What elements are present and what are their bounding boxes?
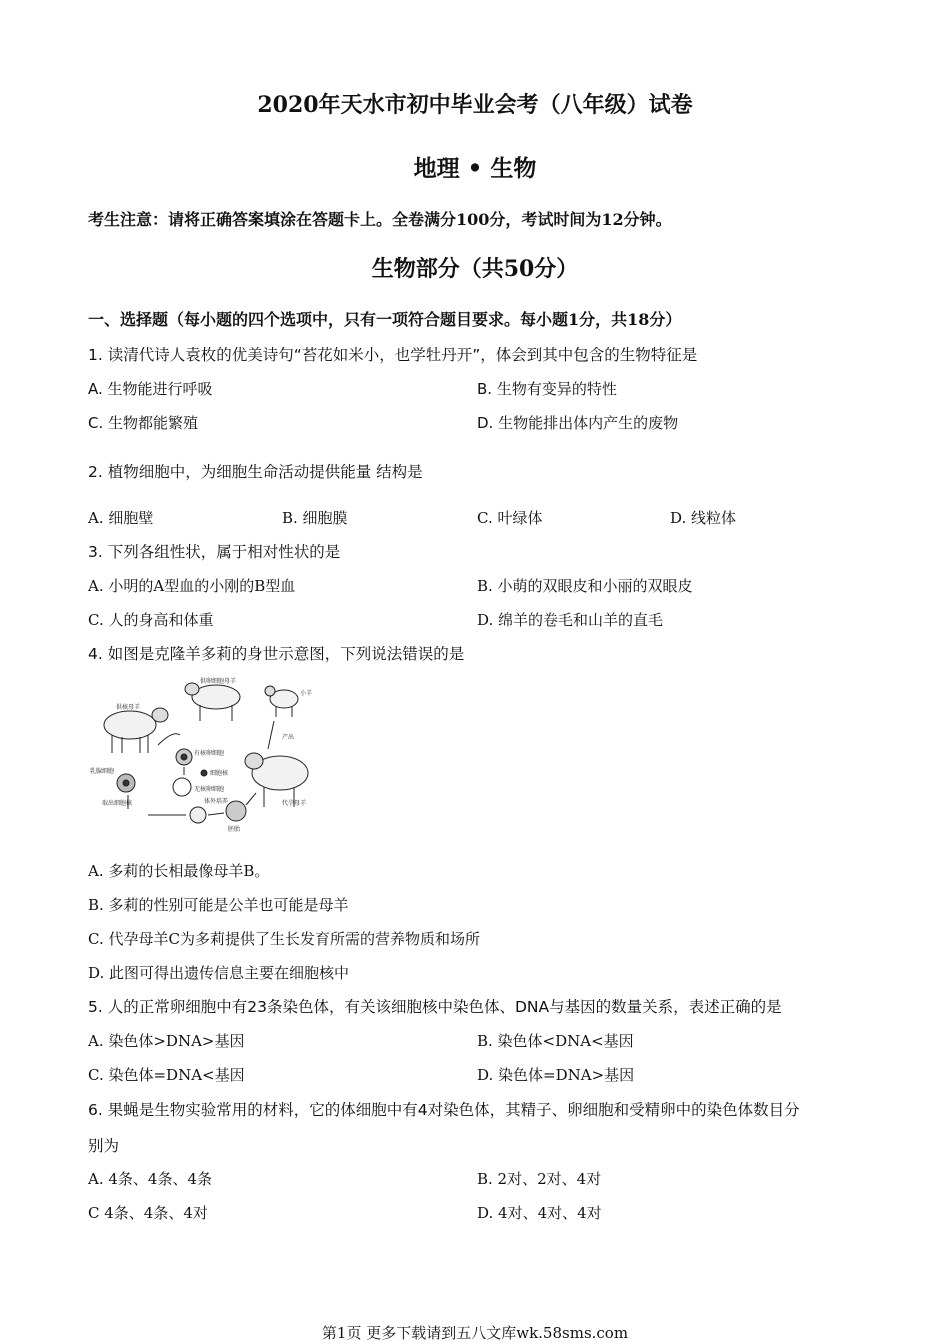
label-enucleated: 无核卵细胞 xyxy=(194,786,225,793)
label-nucleus: 细胞核 xyxy=(210,770,229,777)
dolly-lamb-icon xyxy=(265,686,298,717)
clone-sheep-diagram xyxy=(88,675,318,835)
question-6: 6. 果蝇是生物实验常用的材料，它的体细胞中有4对染色体，其精子、卵细胞和受精卵中的染色体数目分 xyxy=(88,1101,800,1119)
q5-option-a: A. 染色体>DNA>基因 xyxy=(88,1032,245,1050)
page-footer: 第1页 更多下载请到五八文库wk.58sms.com xyxy=(321,1324,629,1342)
q1-option-d: D. 生物能排出体内产生的废物 xyxy=(477,414,679,432)
exam-notice: 考生注意：请将正确答案填涂在答题卡上。全卷满分100分，考试时间为12分钟。 xyxy=(88,210,672,229)
q5-option-b: B. 染色体<DNA<基因 xyxy=(477,1032,634,1050)
q4-option-a: A. 多莉的长相最像母羊B。 xyxy=(88,862,270,880)
question-5: 5. 人的正常卵细胞中有23条染色体，有关该细胞核中染色体、DNA与基因的数量关系，表述正确的是 xyxy=(88,998,782,1016)
label-nucleus-cell: 有核卵细胞 xyxy=(194,750,225,757)
question-3: 3. 下列各组性状，属于相对性状的是 xyxy=(88,543,341,561)
q6-option-d: D. 4对、4对、4对 xyxy=(477,1204,602,1222)
q3-option-d: D. 绵羊的卷毛和山羊的直毛 xyxy=(477,611,664,629)
q4-option-d: D. 此图可得出遗传信息主要在细胞核中 xyxy=(88,964,350,982)
label-birth: 产出 xyxy=(282,734,295,741)
section-title: 生物部分（共50分） xyxy=(371,256,579,282)
q2-option-a: A. 细胞壁 xyxy=(88,509,154,527)
q3-option-a: A. 小明的A型血的小刚的B型血 xyxy=(88,577,296,595)
q1-option-b: B. 生物有变异的特性 xyxy=(477,380,617,398)
donor-sheep-icon xyxy=(104,708,168,753)
q5-option-c: C. 染色体=DNA<基因 xyxy=(88,1066,245,1084)
question-6-continued: 别为 xyxy=(88,1137,120,1155)
question-1: 1. 读清代诗人袁枚的优美诗句“苔花如米小，也学牡丹开”，体会到其中包含的生物特征是 xyxy=(88,346,698,364)
q4-option-b: B. 多莉的性别可能是公羊也可能是母羊 xyxy=(88,896,349,914)
label-extracted: 取出细胞核 xyxy=(102,800,133,807)
egg-donor-sheep-icon xyxy=(185,683,240,721)
q1-option-c: C. 生物都能繁殖 xyxy=(88,414,199,432)
enucleated-egg-icon xyxy=(173,778,191,796)
subject-title: 地理 • 生物 xyxy=(413,155,537,182)
q3-option-c: C. 人的身高和体重 xyxy=(88,611,214,629)
label-donor-a: 供核母羊 xyxy=(116,704,141,711)
exam-title: 2020年天水市初中毕业会考（八年级）试卷 xyxy=(257,92,693,118)
nucleus-icon xyxy=(201,770,207,776)
fused-cell-icon xyxy=(190,807,206,823)
q3-option-b: B. 小萌的双眼皮和小丽的双眼皮 xyxy=(477,577,693,595)
q4-option-c: C. 代孕母羊C为多莉提供了生长发育所需的营养物质和场所 xyxy=(88,930,480,948)
label-surrogate: 代孕母羊 xyxy=(282,800,307,807)
q6-option-a: A. 4条、4条、4条 xyxy=(88,1170,212,1188)
q2-option-b: B. 细胞膜 xyxy=(282,509,348,527)
label-mammary: 乳腺细胞 xyxy=(90,768,115,775)
q5-option-d: D. 染色体=DNA>基因 xyxy=(477,1066,635,1084)
q2-option-d: D. 线粒体 xyxy=(670,509,737,527)
label-embryo: 胚胎 xyxy=(228,826,241,833)
q1-option-a: A. 生物能进行呼吸 xyxy=(88,380,213,398)
label-dolly: 小羊 xyxy=(300,690,313,697)
question-4: 4. 如图是克隆羊多莉的身世示意图，下列说法错误的是 xyxy=(88,645,465,663)
question-2: 2. 植物细胞中，为细胞生命活动提供能量 结构是 xyxy=(88,463,423,481)
embryo-icon xyxy=(226,801,246,821)
surrogate-sheep-icon xyxy=(245,753,308,807)
q6-option-b: B. 2对、2对、4对 xyxy=(477,1170,602,1188)
q6-option-c: C 4条、4条、4对 xyxy=(88,1204,208,1222)
label-fusion: 体外培养 xyxy=(204,798,229,805)
part-heading: 一、选择题（每小题的四个选项中，只有一项符合题目要求。每小题1分，共18分） xyxy=(88,310,682,329)
label-donor-b: 供卵细胞母羊 xyxy=(200,678,237,685)
q2-option-c: C. 叶绿体 xyxy=(477,509,543,527)
